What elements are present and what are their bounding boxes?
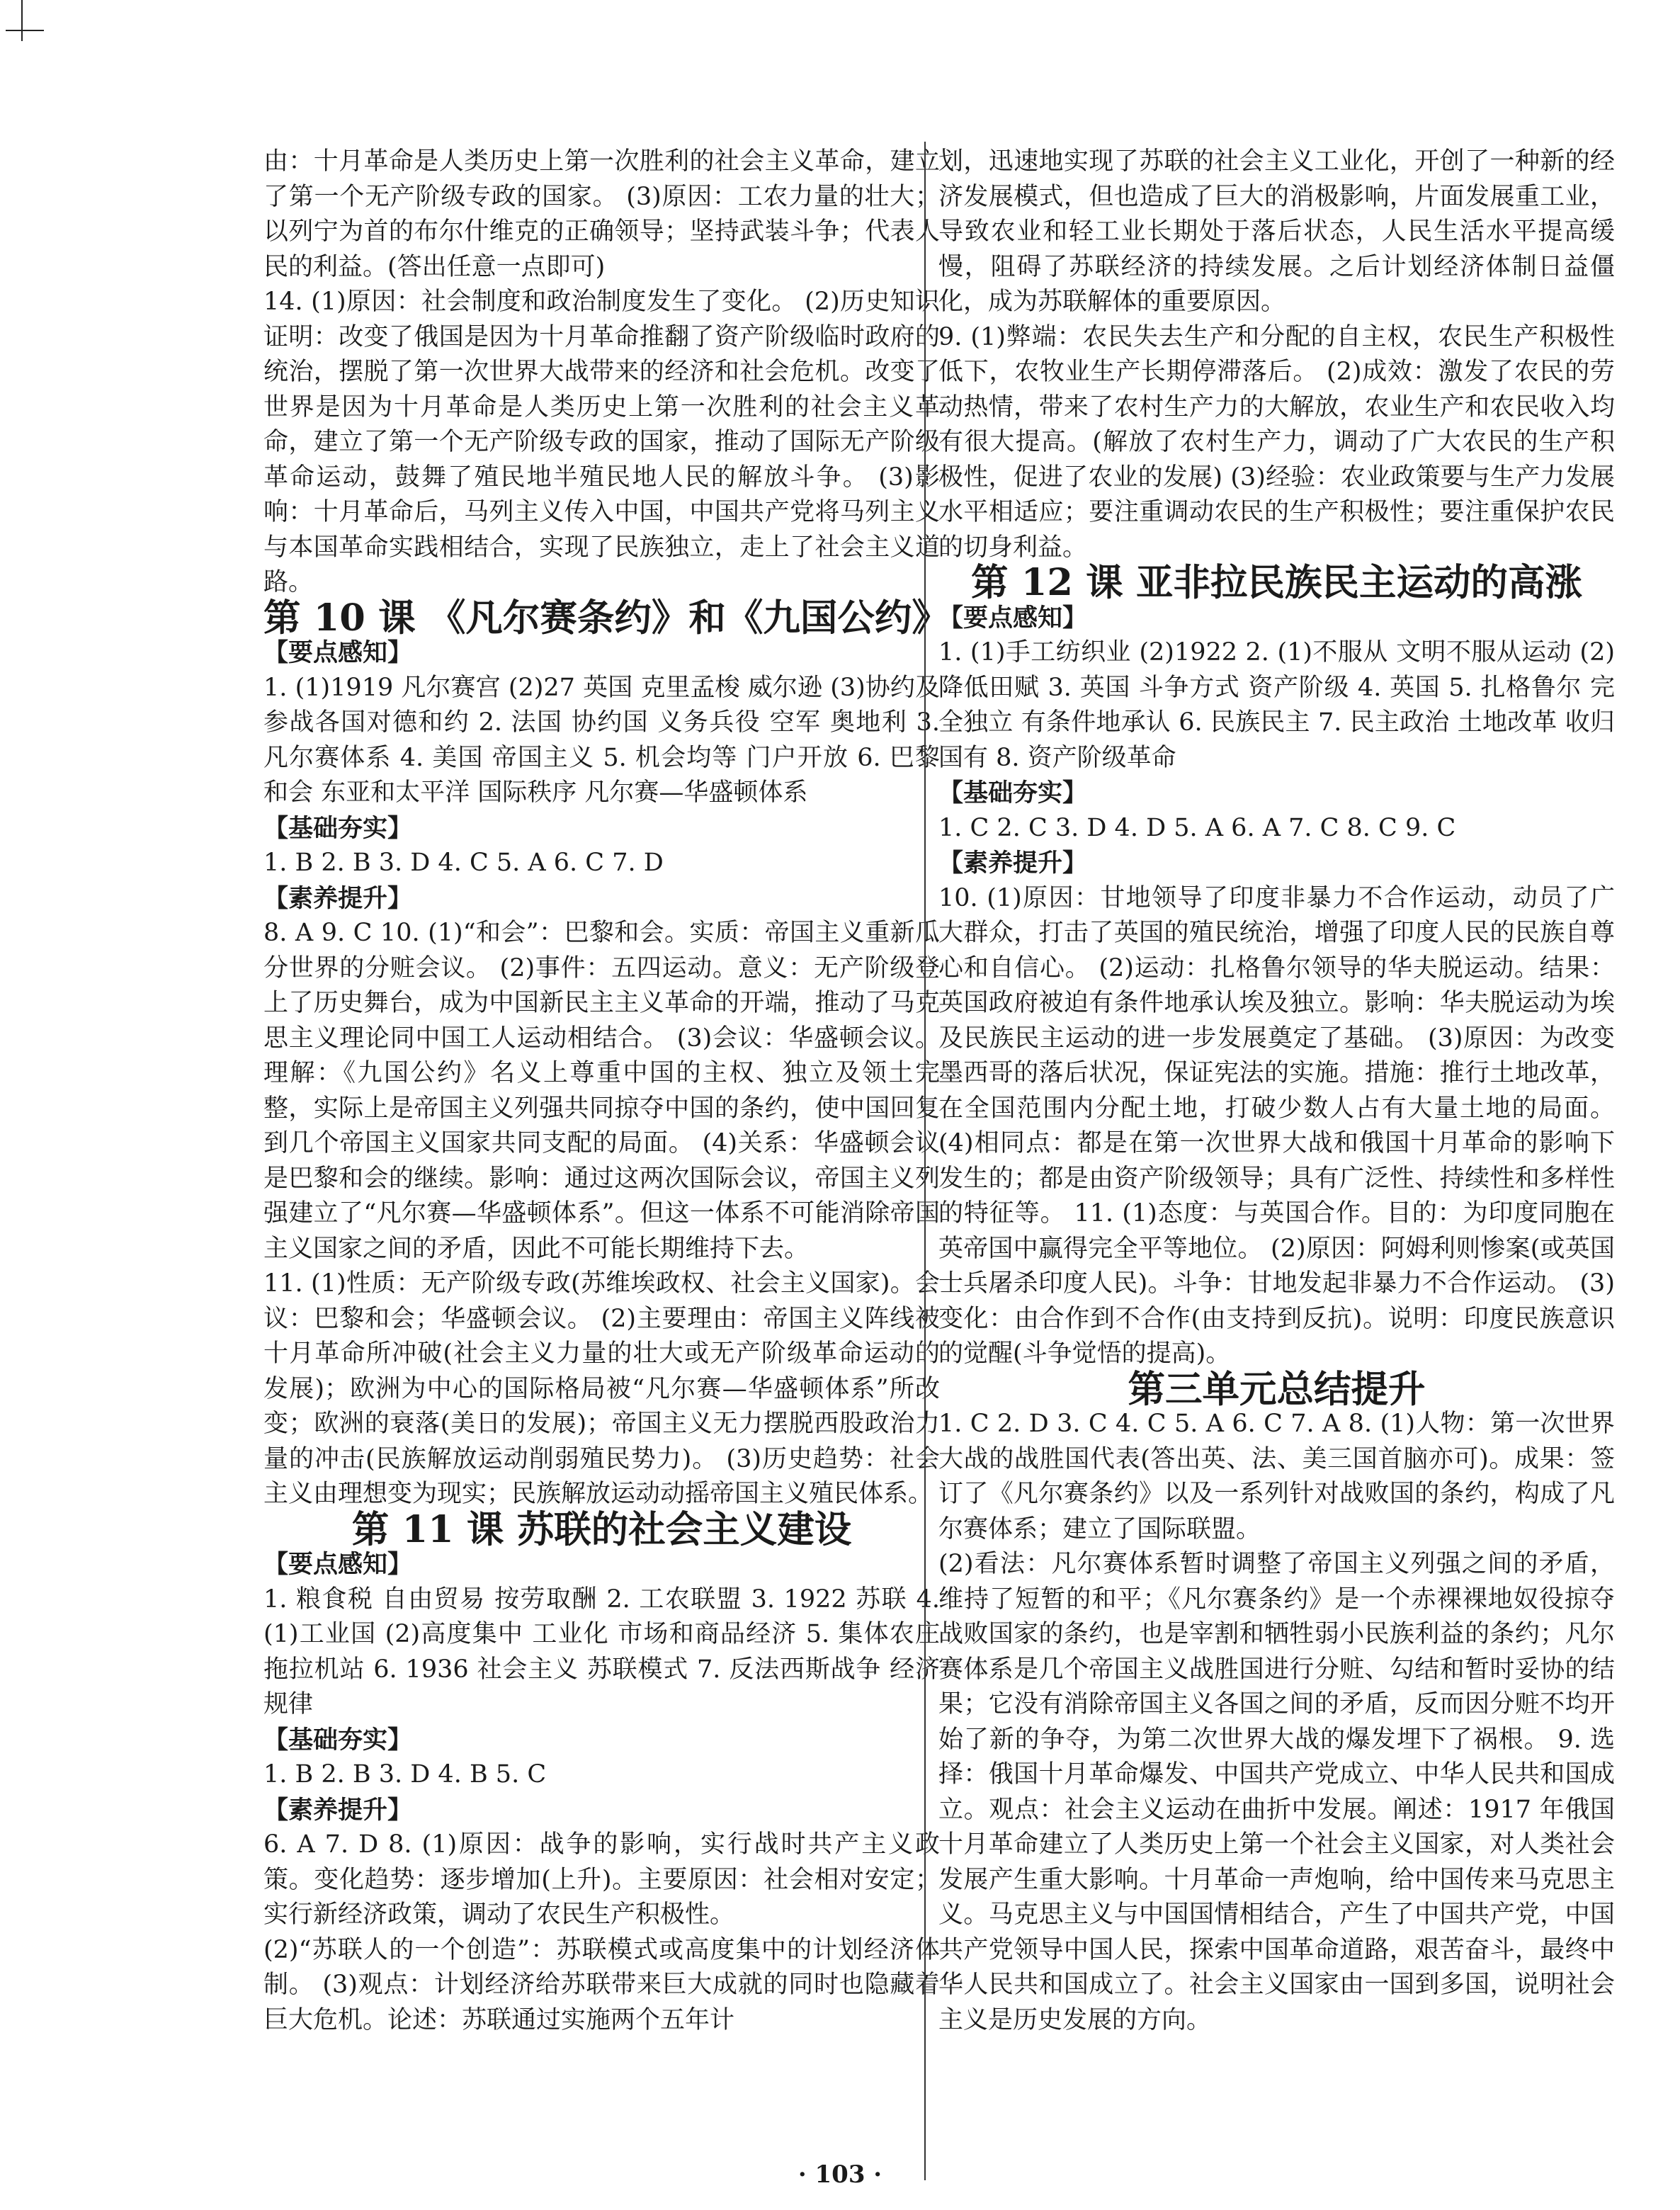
section-label: 【素养提升】: [263, 883, 413, 913]
answer-paragraph: 1. (1)手工纺织业 (2)1922 2. (1)不服从 文明不服从运动 (2)降低田赋 3. 英国 斗争方式 资产阶级 4. 英国 5. 扎格鲁尔 完全独立 有条件地承认 6. 民族民主 7. 民主政治 土地改革 收归国有 8. 资产阶级革命: [938, 638, 1615, 772]
answer-paragraph: 1. 粮食税 自由贸易 按劳取酬 2. 工农联盟 3. 1922 苏联 4. (1)工业国 (2)高度集中 工业化 市场和商品经济 5. 集体农庄 拖拉机站 6. 1936 社会主义 苏联模式 7. 反法西斯战争 经济规律: [263, 1585, 940, 1718]
crop-mark: [6, 30, 44, 31]
section-label: 【基础夯实】: [263, 813, 413, 843]
answer-paragraph: 9. (1)弊端：农民失去生产和分配的自主权，农民生产积极性低下，农牧业生产长期停滞落后。 (2)成效：激发了农民的劳动热情，带来了农村生产力的大解放，农业生产和农民收入均有很大提高。(解放了农村生产力，调动了广大农民的生产积极性，促进了农业的发展) (3)经验：农业政策要与生产力发展水平相适应；要注重调动农民的生产积极性；要注重保护农民的切身利益。: [938, 322, 1615, 562]
column-divider: [924, 142, 926, 2180]
section-label: 【要点感知】: [263, 1550, 413, 1579]
section-label: 【素养提升】: [263, 1795, 413, 1825]
answer-paragraph: 6. A 7. D 8. (1)原因：战争的影响，实行战时共产主义政策。变化趋势：逐步增加(上升)。主要原因：社会相对安定；实行新经济政策，调动了农民生产积极性。: [263, 1830, 940, 1929]
section-label: 【基础夯实】: [263, 1725, 413, 1755]
answer-paragraph: 1. B 2. B 3. D 4. C 5. A 6. C 7. D: [263, 849, 664, 877]
section-label: 【素养提升】: [938, 849, 1088, 878]
section-label: 【基础夯实】: [938, 778, 1088, 808]
answer-paragraph: 1. B 2. B 3. D 4. B 5. C: [263, 1760, 547, 1789]
answer-paragraph: (2)看法：凡尔赛体系暂时调整了帝国主义列强之间的矛盾，维持了短暂的和平；《凡尔赛条约》是一个赤裸裸地奴役掠夺战败国家的条约，也是宰割和牺牲弱小民族利益的条约；凡尔赛体系是几个帝国主义战胜国进行分赃、勾结和暂时妥协的结果；它没有消除帝国主义各国之间的矛盾，反而因分赃不均开始了新的争夺，为第二次世界大战的爆发埋下了祸根。 9. 选择：俄国十月革命爆发、中国共产党成立、中华人民共和国成立。观点：社会主义运动在曲折中发展。阐述：1917 年俄国十月革命建立了人类历史上第一个社会主义国家，对人类社会发展产生重大影响。十月革命一声炮响，给中国传来马克思主义。马克思主义与中国国情相结合，产生了中国共产党，中国共产党领导中国人民，探索中国革命道路，艰苦奋斗，最终中华人民共和国成立了。社会主义国家由一国到多国，说明社会主义是历史发展的方向。: [938, 1550, 1615, 2034]
lesson-heading: 第 11 课 苏联的社会主义建设: [351, 1507, 852, 1551]
right-column: [938, 144, 1615, 2038]
answer-paragraph: 1. (1)1919 凡尔赛宫 (2)27 英国 克里孟梭 威尔逊 (3)协约及参战各国对德和约 2. 法国 协约国 义务兵役 空军 奥地利 3. 凡尔赛体系 4. 美国 帝国主义 5. 机会均等 门户开放 6. 巴黎和会 东亚和太平洋 国际秩序 凡尔赛—华盛顿体系: [263, 673, 940, 807]
lesson-heading: 第三单元总结提升: [1128, 1367, 1426, 1411]
answer-paragraph: 由：十月革命是人类历史上第一次胜利的社会主义革命，建立了第一个无产阶级专政的国家。 (3)原因：工农力量的壮大；以列宁为首的布尔什维克的正确领导；坚持武装斗争；代表人民的利益。(答出任意一点即可): [263, 147, 940, 281]
answer-paragraph: 14. (1)原因：社会制度和政治制度发生了变化。 (2)历史知识证明：改变了俄国是因为十月革命推翻了资产阶级临时政府的统治，摆脱了第一次世界大战带来的经济和社会危机。改变了世界是因为十月革命是人类历史上第一次胜利的社会主义革命，建立了第一个无产阶级专政的国家，推动了国际无产阶级革命运动，鼓舞了殖民地半殖民地人民的解放斗争。 (3)影响：十月革命后，马列主义传入中国，中国共产党将马列主义与本国革命实践相结合，实现了民族独立，走上了社会主义道路。: [263, 288, 940, 596]
answer-paragraph: 8. A 9. C 10. (1)“和会”：巴黎和会。实质：帝国主义重新瓜分世界的分赃会议。 (2)事件：五四运动。意义：无产阶级登上了历史舞台，成为中国新民主主义革命的开端，推动了马克思主义理论同中国工人运动相结合。 (3)会议：华盛顿会议。理解：《九国公约》名义上尊重中国的主权、独立及领土完整，实际上是帝国主义列强共同掠夺中国的条约，使中国回复到几个帝国主义国家共同支配的局面。 (4)关系：华盛顿会议是巴黎和会的继续。影响：通过这两次国际会议，帝国主义列强建立了“凡尔赛—华盛顿体系”。但这一体系不可能消除帝国主义国家之间的矛盾，因此不可能长期维持下去。: [263, 919, 940, 1263]
section-label: 【要点感知】: [263, 638, 413, 667]
answer-paragraph: 1. C 2. C 3. D 4. D 5. A 6. A 7. C 8. C 9. C: [938, 813, 1456, 842]
answer-paragraph: (2)“苏联人的一个创造”：苏联模式或高度集中的计划经济体制。 (3)观点：计划经济给苏联带来巨大成就的同时也隐藏着巨大危机。论述：苏联通过实施两个五年计: [263, 1935, 940, 2034]
answer-paragraph: 11. (1)性质：无产阶级专政(苏维埃政权、社会主义国家)。会议：巴黎和会；华盛顿会议。 (2)主要理由：帝国主义阵线被十月革命所冲破(社会主义力量的壮大或无产阶级革命运动的发展)；欧洲为中心的国际格局被“凡尔赛—华盛顿体系”所改变；欧洲的衰落(美日的发展)；帝国主义无力摆脱西股政治力量的冲击(民族解放运动削弱殖民势力)。 (3)历史趋势：社会主义由理想变为现实；民族解放运动动摇帝国主义殖民体系。: [263, 1269, 940, 1508]
lesson-heading: 第 10 课 《凡尔赛条约》和《九国公约》: [263, 596, 949, 640]
section-label: 【要点感知】: [938, 603, 1088, 633]
answer-paragraph: 划，迅速地实现了苏联的社会主义工业化，开创了一种新的经济发展模式，但也造成了巨大的消极影响，片面发展重工业，导致农业和轻工业长期处于落后状态，人民生活水平提高缓慢，阻碍了苏联经济的持续发展。之后计划经济体制日益僵化，成为苏联解体的重要原因。: [938, 147, 1615, 316]
answer-paragraph: 10. (1)原因：甘地领导了印度非暴力不合作运动，动员了广大群众，打击了英国的殖民统治，增强了印度人民的民族自尊心和自信心。 (2)运动：扎格鲁尔领导的华夫脱运动。结果：英国政府被迫有条件地承认埃及独立。影响：华夫脱运动为埃及民族民主运动的进一步发展奠定了基础。 (3)原因：为改变墨西哥的落后状况，保证宪法的实施。措施：推行土地改革，在全国范围内分配土地，打破少数人占有大量土地的局面。 (4)相同点：都是在第一次世界大战和俄国十月革命的影响下发生的；都是由资产阶级领导；具有广泛性、持续性和多样性的特征等。 11. (1)态度：与英国合作。目的：为印度同胞在英帝国中赢得完全平等地位。 (2)原因：阿姆利则惨案(或英国士兵屠杀印度人民)。斗争：甘地发起非暴力不合作运动。 (3)变化：由合作到不合作(由支持到反抗)。说明：印度民族意识的觉醒(斗争觉悟的提高)。: [938, 883, 1615, 1368]
answer-paragraph: 1. C 2. D 3. C 4. C 5. A 6. C 7. A 8. (1)人物：第一次世界大战的战胜国代表(答出英、法、美三国首脑亦可)。成果：签订了《凡尔赛条约》以及一系列针对战败国的条约，构成了凡尔赛体系；建立了国际联盟。: [938, 1410, 1615, 1543]
crop-mark: [21, 0, 23, 41]
page-number: · 103 ·: [798, 2160, 882, 2189]
left-column: [263, 144, 949, 2038]
lesson-heading: 第 12 课 亚非拉民族民主运动的高涨: [971, 561, 1582, 604]
